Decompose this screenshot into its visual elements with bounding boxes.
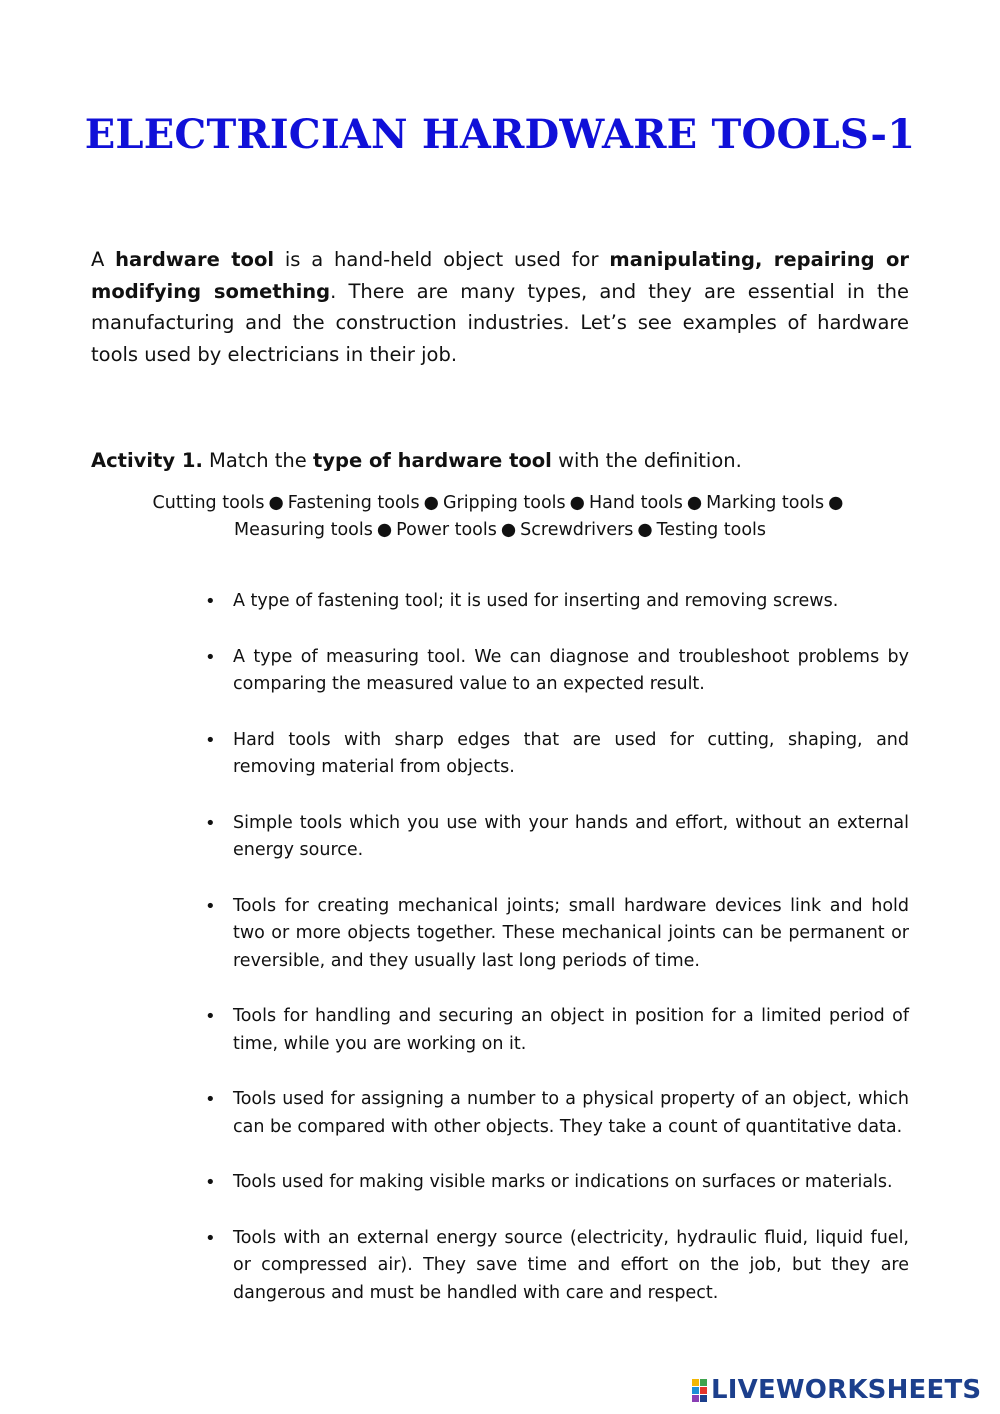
- intro-bold-1: hardware tool: [115, 248, 275, 271]
- definition-item: • Tools for creating mechanical joints; small hardware devices link and hold two or more objects together. These mechanical joints can be permanent or reversible, and they usually last long periods of time.: [233, 893, 909, 976]
- definition-item: • Simple tools which you use with your hands and effort, without an external energy source.: [233, 810, 909, 865]
- logo-block: [692, 1387, 699, 1394]
- word-bank-item: Fastening tools: [287, 493, 420, 513]
- logo-block: [700, 1395, 707, 1402]
- definition-item: • A type of fastening tool; it is used for inserting and removing screws.: [233, 588, 909, 616]
- word-bank-separator: ●: [686, 493, 703, 513]
- liveworksheets-logo[interactable]: [692, 1374, 992, 1406]
- activity-bold: type of hardware tool: [312, 449, 552, 472]
- intro-text-3: . There are many types, and they are essential in the manufacturing and the construction industries. Let’s see examples of hardware tools used by electricians in their job.: [91, 279, 909, 366]
- definition-list: [233, 588, 909, 1307]
- definition-item: • Tools used for assigning a number to a physical property of an object, which can be compared with other objects. They take a count of quantitative data.: [233, 1086, 909, 1141]
- logo-block: [700, 1379, 707, 1386]
- intro-text-2: is a hand-held object used for: [274, 248, 610, 271]
- word-bank-item: Power tools: [396, 520, 497, 540]
- definition-item: • Tools for handling and securing an object in position for a limited period of time, while you are working on it.: [233, 1003, 909, 1058]
- page-title: ELECTRICIAN HARDWARE TOOLS-1: [84, 110, 916, 158]
- word-bank-item: Testing tools: [656, 520, 767, 540]
- activity-heading: [91, 447, 909, 475]
- logo-block: [700, 1387, 707, 1394]
- intro-paragraph: [91, 244, 909, 370]
- word-bank-separator: ●: [569, 493, 585, 513]
- activity-label: Activity 1.: [91, 449, 203, 472]
- definition-item: • Hard tools with sharp edges that are used for cutting, shaping, and removing material from objects.: [233, 727, 909, 782]
- definition-item: • A type of measuring tool. We can diagnose and troubleshoot problems by comparing the measured value to an expected result.: [233, 644, 909, 699]
- word-bank-row-1: [100, 490, 900, 517]
- activity-text-2: with the definition.: [551, 449, 742, 472]
- definition-item: • Tools used for making visible marks or indications on surfaces or materials.: [233, 1169, 909, 1197]
- word-bank-item: Hand tools: [588, 493, 683, 513]
- word-bank-item: Cutting tools: [152, 493, 265, 513]
- logo-block: [692, 1395, 699, 1402]
- word-bank-item: Measuring tools: [233, 520, 373, 540]
- word-bank-separator: ●: [268, 493, 284, 513]
- activity-text-1: Match the: [202, 449, 313, 472]
- liveworksheets-logo-icon: [692, 1379, 707, 1402]
- word-bank-separator: ●: [500, 520, 517, 540]
- word-bank-separator: ●: [423, 493, 439, 513]
- intro-text-1: A: [91, 248, 116, 271]
- definition-item: • Tools with an external energy source (electricity, hydraulic fluid, liquid fuel, or compressed air). They save time and effort on the job, but they are dangerous and must be handled with care and respect.: [233, 1225, 909, 1308]
- word-bank-separator: ●: [637, 520, 653, 540]
- intro-bold-2: manipulating, repairing or modifying something: [91, 248, 909, 303]
- logo-text: LIVEWORKSHEETS: [711, 1375, 982, 1405]
- word-bank-item: Screwdrivers: [520, 520, 634, 540]
- word-bank-item: Gripping tools: [442, 493, 566, 513]
- word-bank-row-2: [100, 517, 900, 544]
- word-bank-separator: ●: [376, 520, 393, 540]
- word-bank: [100, 490, 900, 544]
- word-bank-item: Marking tools: [706, 493, 825, 513]
- logo-block: [692, 1379, 699, 1386]
- word-bank-separator: ●: [828, 493, 844, 513]
